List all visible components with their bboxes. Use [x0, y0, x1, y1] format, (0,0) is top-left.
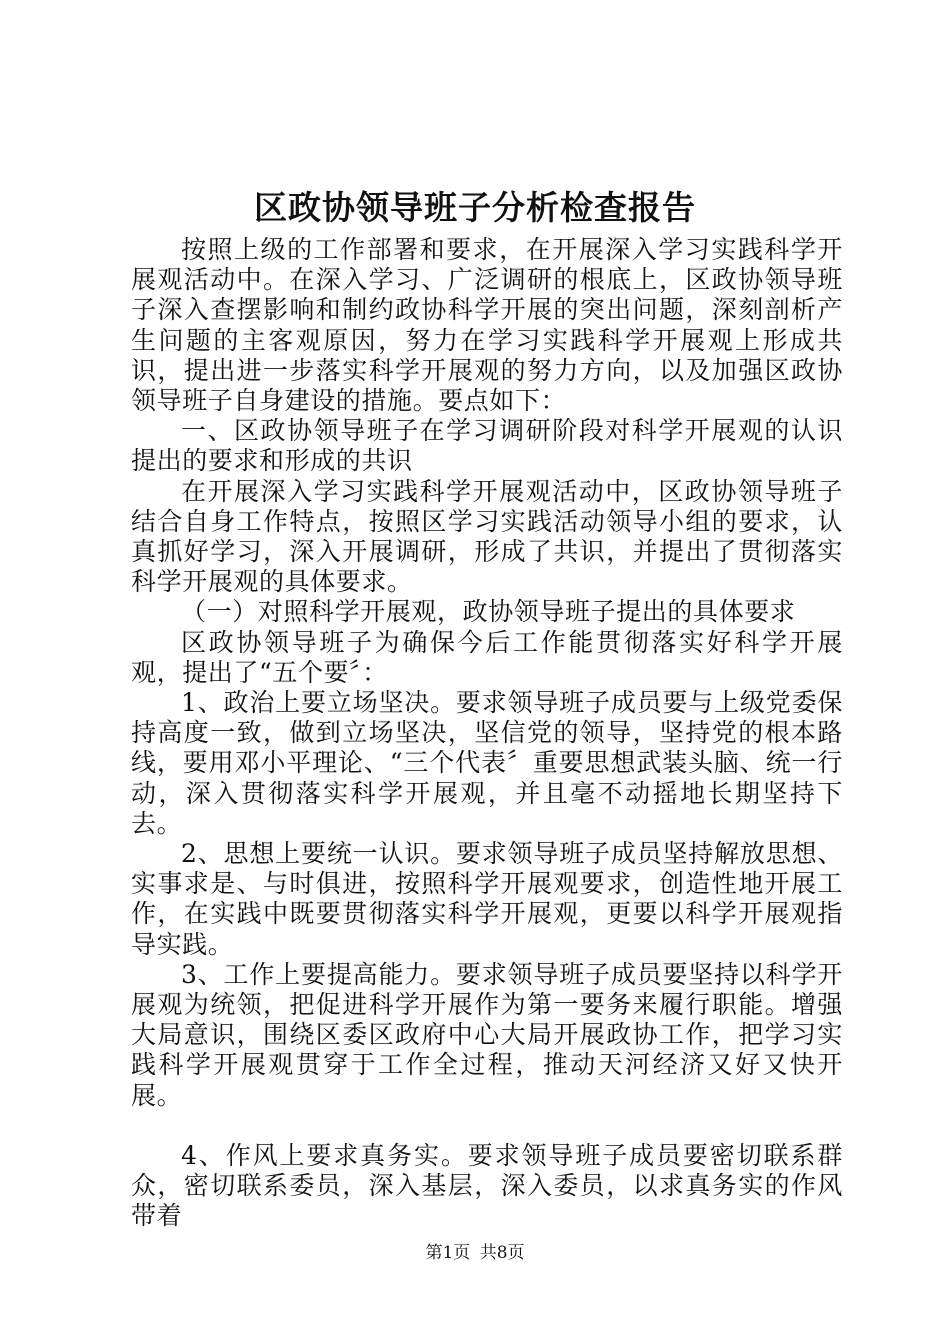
requirement-item-2: 2、思想上要统一认识。要求领导班子成员坚持解放思想、实事求是、与时俱进，按照科学开展观要求，创造性地开展工作，在实践中既要贯彻落实科学开展观，更要以科学开展观指导实践。: [131, 839, 843, 959]
page-footer: [0, 1242, 950, 1264]
document-title: 区政协领导班子分析检查报告: [254, 188, 696, 227]
requirement-item-1: 1、政治上要立场坚决。要求领导班子成员要与上级党委保持高度一致，做到立场坚决，坚信党的领导，坚持党的根本路线，要用邓小平理论、“三个代表〞重要思想武装头脑、统一行动，深入贯彻落实科学开展观，并且毫不动摇地长期坚持下去。: [131, 688, 843, 838]
section-heading-1: 一、区政协领导班子在学习调研阶段对科学开展观的认识提出的要求和形成的共识: [131, 416, 843, 476]
requirement-item-4: 4、作风上要求真务实。要求领导班子成员要密切联系群众，密切联系委员，深入基层，深入委员，以求真务实的作风带着: [131, 1140, 843, 1231]
subsection-heading-1: （一）对照科学开展观，政协领导班子提出的具体要求: [181, 597, 796, 627]
requirement-item-3: 3、工作上要提高能力。要求领导班子成员要坚持以科学开展观为统领，把促进科学开展作为第一要务来履行职能。增强大局意识，围绕区委区政府中心大局开展政协工作，把学习实践科学开展观贯穿于工作全过程，推动天河经济又好又快开展。: [131, 959, 843, 1110]
page-number: 第1页: [425, 1243, 471, 1263]
section-1-paragraph: 在开展深入学习实践科学开展观活动中，区政协领导班子结合自身工作特点，按照区学习实践活动领导小组的要求，认真抓好学习，深入开展调研，形成了共识，并提出了贯彻落实科学开展观的具体要求。: [131, 476, 843, 597]
document-body: [131, 235, 843, 1232]
subsection-1-paragraph: 区政协领导班子为确保今后工作能贯彻落实好科学开展观，提出了“五个要〞：: [131, 627, 843, 687]
intro-paragraph: 按照上级的工作部署和要求，在开展深入学习实践科学开展观活动中。在深入学习、广泛调研的根底上，区政协领导班子深入查摆影响和制约政协科学开展的突出问题，深刻剖析产生问题的主客观原因，努力在学习实践科学开展观上形成共识，提出进一步落实科学开展观的努力方向，以及加强区政协领导班子自身建设的措施。要点如下：: [131, 235, 843, 416]
page-total: 共8页: [479, 1243, 525, 1263]
